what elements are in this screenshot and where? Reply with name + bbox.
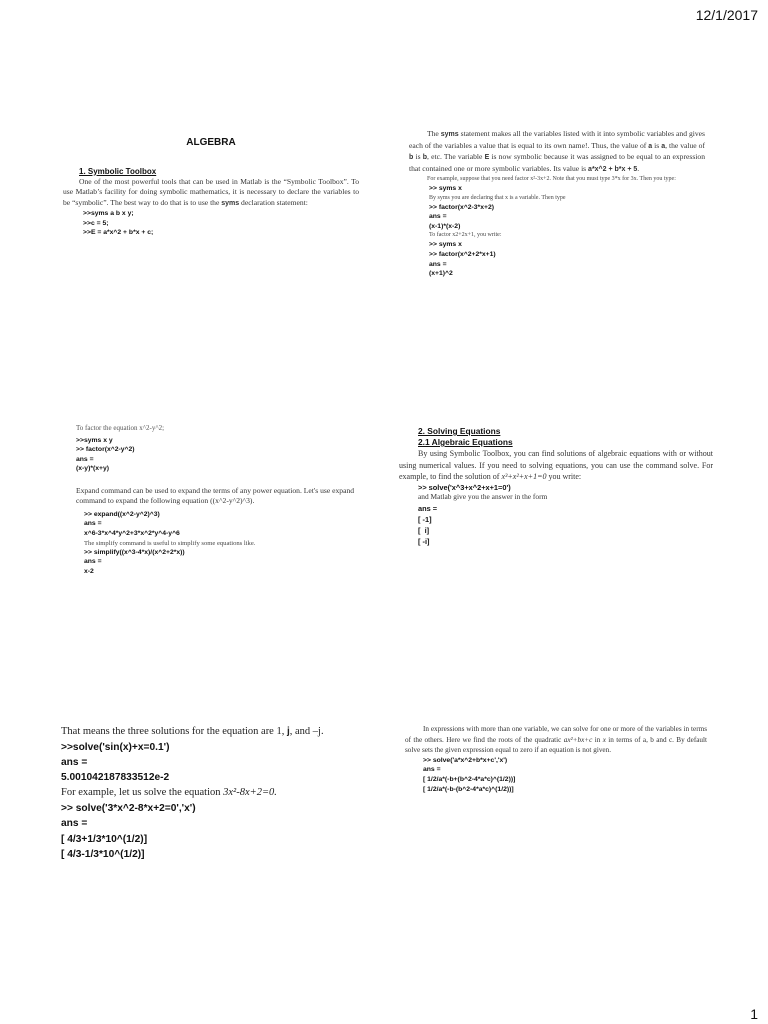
code-line: >>solve('sin(x)+x=0.1') — [61, 741, 170, 753]
variable: x — [602, 735, 606, 744]
text: The — [427, 129, 441, 138]
page-number: 1 — [750, 1006, 758, 1022]
text: declaration statement: — [239, 197, 308, 207]
code-line: >> solve('3*x^2-8*x+2=0','x') — [61, 803, 196, 815]
text: is now symbolic because it was assigned to be equal to an expression that contained one or more symbolic variables. Its value is — [409, 152, 705, 173]
code-line: (x+1)^2 — [429, 270, 453, 278]
text: is — [652, 140, 662, 150]
equation: x³+x²+x+1=0 — [501, 472, 547, 481]
code-line: x^6-3*x^4*y^2+3*x^2*y^4-y^6 — [84, 530, 180, 538]
slide-3 — [76, 423, 366, 576]
code-line: [ 1/2/a*(-b-(b^2-4*a*c)^(1/2))] — [423, 785, 514, 793]
code-line: >>E = a*x^2 + b*x + c; — [83, 229, 154, 237]
code-line: x-2 — [84, 567, 94, 575]
code-line: >> factor(x^2-y^2) — [76, 446, 135, 454]
note-text: By syms you are declaring that x is a variable. Then type — [429, 194, 566, 201]
keyword: E — [484, 154, 490, 161]
code-line: >> factor(x^2-3*x+2) — [429, 203, 494, 211]
paragraph — [409, 129, 705, 175]
text: , and –j. — [289, 726, 324, 737]
note-text: and Matlab give you the answer in the form — [418, 492, 548, 502]
equation: ax²+bx+c — [563, 735, 593, 744]
keyword: a — [661, 142, 666, 150]
keyword: a — [648, 142, 653, 150]
slide-2 — [409, 129, 705, 279]
code-line: ans = — [429, 213, 447, 221]
code-line: >> simplify((x^3-4*x)/(x^2+2*x)) — [84, 548, 185, 556]
code-line: ans = — [61, 757, 88, 768]
code-line: >> solve('x^3+x^2+x+1=0') — [418, 482, 511, 492]
code-line: ans = — [418, 503, 438, 513]
code-line: >> factor(x^2+2*x+1) — [429, 250, 496, 258]
code-block — [76, 510, 366, 539]
paragraph — [405, 724, 707, 756]
code-line: ans = — [61, 818, 88, 830]
slide-4 — [399, 426, 713, 547]
code-block — [409, 240, 705, 278]
code-block — [63, 209, 359, 238]
text: in terms of a, b and c. By default solve sets the given expression equal to zero if an equation is not given. — [405, 735, 708, 755]
text: In expressions with more than one variable, we can solve for one or more of the variables in terms of the others. Here we find the roots of the quadratic — [405, 725, 707, 744]
header-date: 12/1/2017 — [695, 7, 758, 23]
code-line: >>syms a b x y; — [83, 210, 134, 217]
code-block — [409, 203, 705, 232]
equation: 3x²-8x+2=0. — [223, 787, 277, 799]
code-block — [399, 503, 713, 547]
code-block — [61, 740, 361, 786]
text: One of the most powerful tools that can be used in Matlab is the “Symbolic Toolbox”. To use Matlab’s facility for doing symbolic mathematics, it is necessary to declare the variables to be “symbolic”. The best way to do that is to use the — [63, 176, 359, 207]
keyword: b — [409, 154, 414, 161]
code-line: >> expand((x^2-y^2)^3) — [84, 510, 160, 518]
code-line: [ i] — [418, 525, 430, 535]
paragraph — [61, 724, 361, 740]
code-line: 5.001042187833512e-2 — [61, 772, 170, 784]
text: By using Symbolic Toolbox, you can find solutions of algebraic equations with or without using numerical values. If you need to solving equations, you can use the command solve. For example, to find the solution of — [399, 449, 713, 481]
keyword: syms — [221, 199, 240, 207]
example-text: For example, suppose that you need factor x²-3x+2. Note that you must type 3*x for 3x. Then you type: — [427, 176, 676, 182]
code-line: >>c = 5; — [83, 219, 109, 227]
section-heading: 1. Symbolic Toolbox — [79, 166, 157, 176]
text: statement makes all the variables listed with it into symbolic variables and gives each of the variables a value that is equal to its own name!. Thus, the value of — [409, 129, 705, 150]
code-line: >>syms x y — [76, 436, 113, 444]
code-line: (x-y)*(x+y) — [76, 465, 110, 473]
keyword: b — [422, 154, 428, 161]
code-line: [ -i] — [418, 536, 430, 546]
keyword: j — [286, 726, 290, 737]
code-block — [61, 801, 361, 862]
text: . — [637, 163, 640, 173]
code-block — [405, 756, 707, 794]
code-line: >> syms x — [429, 241, 462, 249]
code-line: [ 1/2/a*(-b+(b^2-4*a*c)^(1/2))] — [423, 775, 516, 783]
code-line: ans = — [429, 260, 447, 268]
code-block — [76, 548, 366, 577]
keyword: syms — [440, 131, 459, 138]
note-text: The simplify command is useful to simplify some equations like. — [84, 539, 256, 547]
subsection-heading: 2.1 Algebraic Equations — [418, 437, 513, 447]
code-line: (x-1)*(x-2) — [429, 222, 461, 230]
code-block — [76, 436, 366, 474]
text: That means the three solutions for the equation are 1, — [61, 726, 287, 737]
slide-title: ALGEBRA — [186, 137, 236, 148]
paragraph — [63, 177, 359, 210]
paragraph — [399, 448, 713, 483]
text: in — [592, 735, 603, 744]
code-line: ans = — [84, 558, 102, 566]
text: is — [413, 152, 423, 161]
slide-6 — [405, 724, 707, 794]
section-heading: 2. Solving Equations — [418, 426, 501, 436]
code-line: [ 4/3+1/3*10^(1/2)] — [61, 833, 148, 845]
intro-text: To factor the equation x^2-y^2; — [76, 424, 165, 432]
code-line: [ -1] — [418, 514, 432, 524]
keyword: a*x^2 + b*x + 5 — [588, 165, 638, 173]
slide-1 — [63, 138, 359, 238]
code-line: >> solve('a*x^2+b*x+c','x') — [423, 756, 508, 764]
code-line: ans = — [84, 520, 102, 528]
paragraph — [61, 785, 361, 801]
note-text: To factor x2+2x+1, you write: — [429, 232, 502, 239]
text: For example, let us solve the equation — [61, 787, 224, 799]
code-line: ans = — [423, 766, 441, 774]
paragraph: Expand command can be used to expand the terms of any power equation. Let's use expand command to expand the following equation ((x^2-y^2)^3). — [76, 485, 355, 506]
text: , etc. The variable — [427, 152, 485, 161]
text: , the value of — [665, 140, 705, 150]
code-line: [ 4/3-1/3*10^(1/2)] — [61, 848, 145, 860]
code-line: >> syms x — [429, 185, 462, 192]
code-line: ans = — [76, 455, 94, 463]
text: you write: — [546, 472, 582, 481]
slide-5 — [61, 724, 361, 862]
